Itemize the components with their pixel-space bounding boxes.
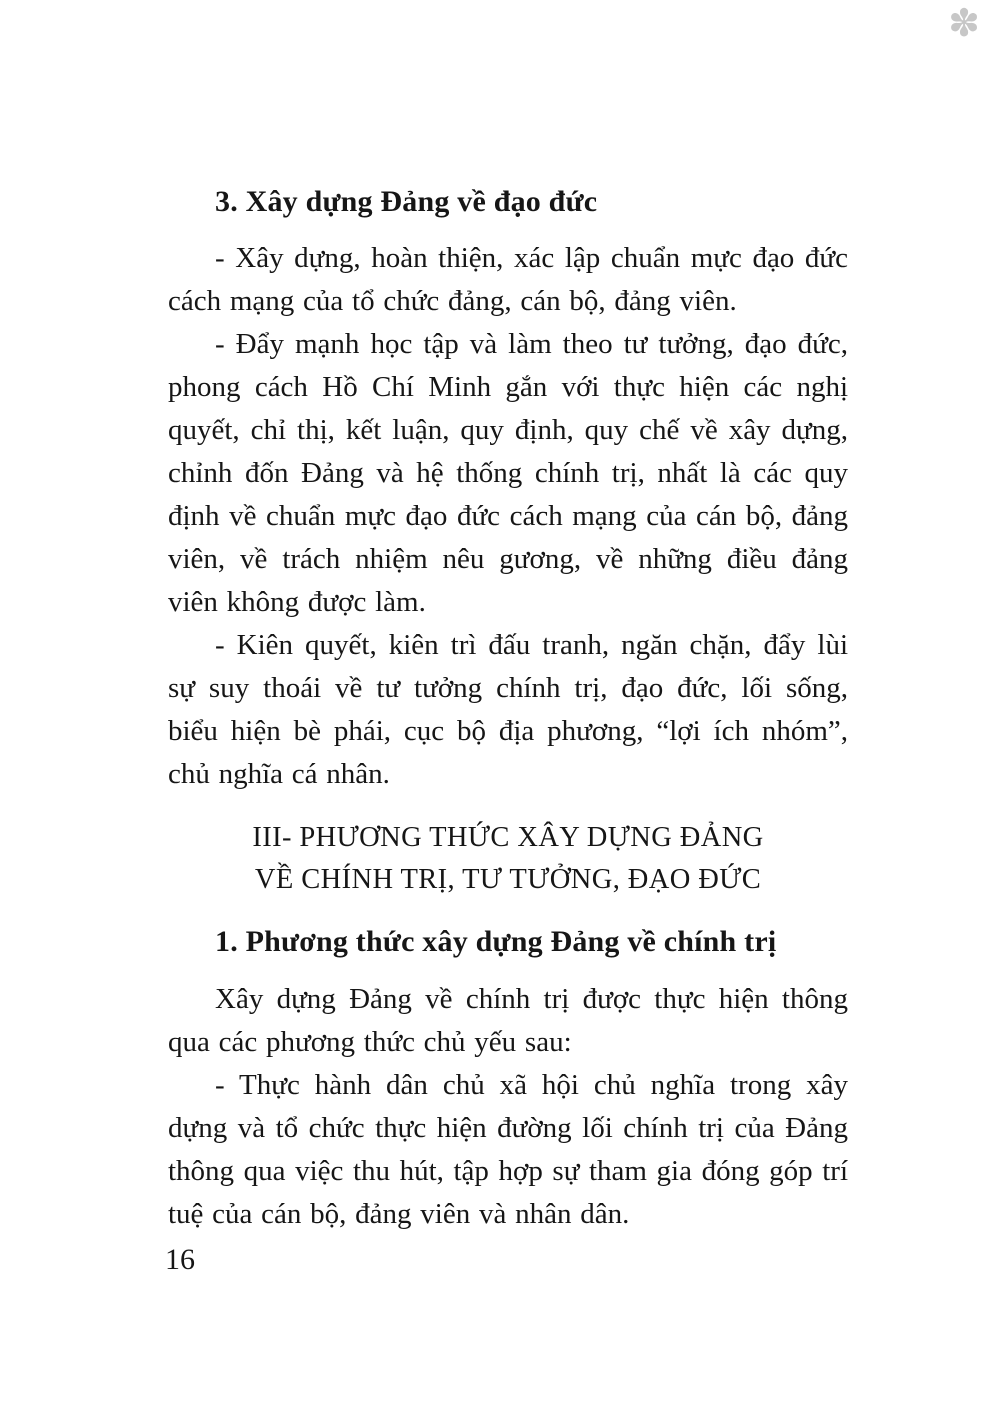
section-heading-line2: VỀ CHÍNH TRỊ, TƯ TƯỞNG, ĐẠO ĐỨC [254,864,762,895]
heading-xay-dung-dang-ve-dao-duc: 3. Xây dựng Đảng về đạo đức [215,185,598,218]
section-heading-line1: III- PHƯƠNG THỨC XÂY DỰNG ĐẢNG [252,822,764,853]
section-heading-iii [168,817,848,901]
paragraph-kien-quyet-dau-tranh: - Kiên quyết, kiên trì đấu tranh, ngăn chặn, đẩy lùi sự suy thoái về tư tưởng chính trị, đạo đức, lối sống, biểu hiện bè phái, cục bộ địa phương, “lợi ích nhóm”, chủ nghĩa cá nhân. [168,629,848,790]
paragraph-thuc-hanh-dan-chu: - Thực hành dân chủ xã hội chủ nghĩa trong xây dựng và tổ chức thực hiện đường lối chính trị của Đảng thông qua việc thu hút, tập hợp sự tham gia đóng góp trí tuệ của cán bộ, đảng viên và nhân dân. [168,1069,848,1230]
paragraph-hoc-tap-ho-chi-minh: - Đẩy mạnh học tập và làm theo tư tưởng, đạo đức, phong cách Hồ Chí Minh gắn với thực hiện các nghị quyết, chỉ thị, kết luận, quy định, quy chế về xây dựng, chỉnh đốn Đảng và hệ thống chính trị, nhất là các quy định về chuẩn mực đạo đức cách mạng của cán bộ, đảng viên, về trách nhiệm nêu gương, về những điều đảng viên không được làm. [168,328,848,618]
flower-ornament-icon: ✽ [948,3,980,45]
heading-phuong-thuc-chinh-tri: 1. Phương thức xây dựng Đảng về chính trị [215,925,777,958]
page-content [168,180,848,1236]
paragraph-chuan-muc-dao-duc: - Xây dựng, hoàn thiện, xác lập chuẩn mực đạo đức cách mạng của tổ chức đảng, cán bộ, đảng viên. [168,242,848,317]
page-number: 16 [165,1243,195,1276]
paragraph-phuong-thuc-chu-yeu: Xây dựng Đảng về chính trị được thực hiện thông qua các phương thức chủ yếu sau: [168,983,848,1058]
